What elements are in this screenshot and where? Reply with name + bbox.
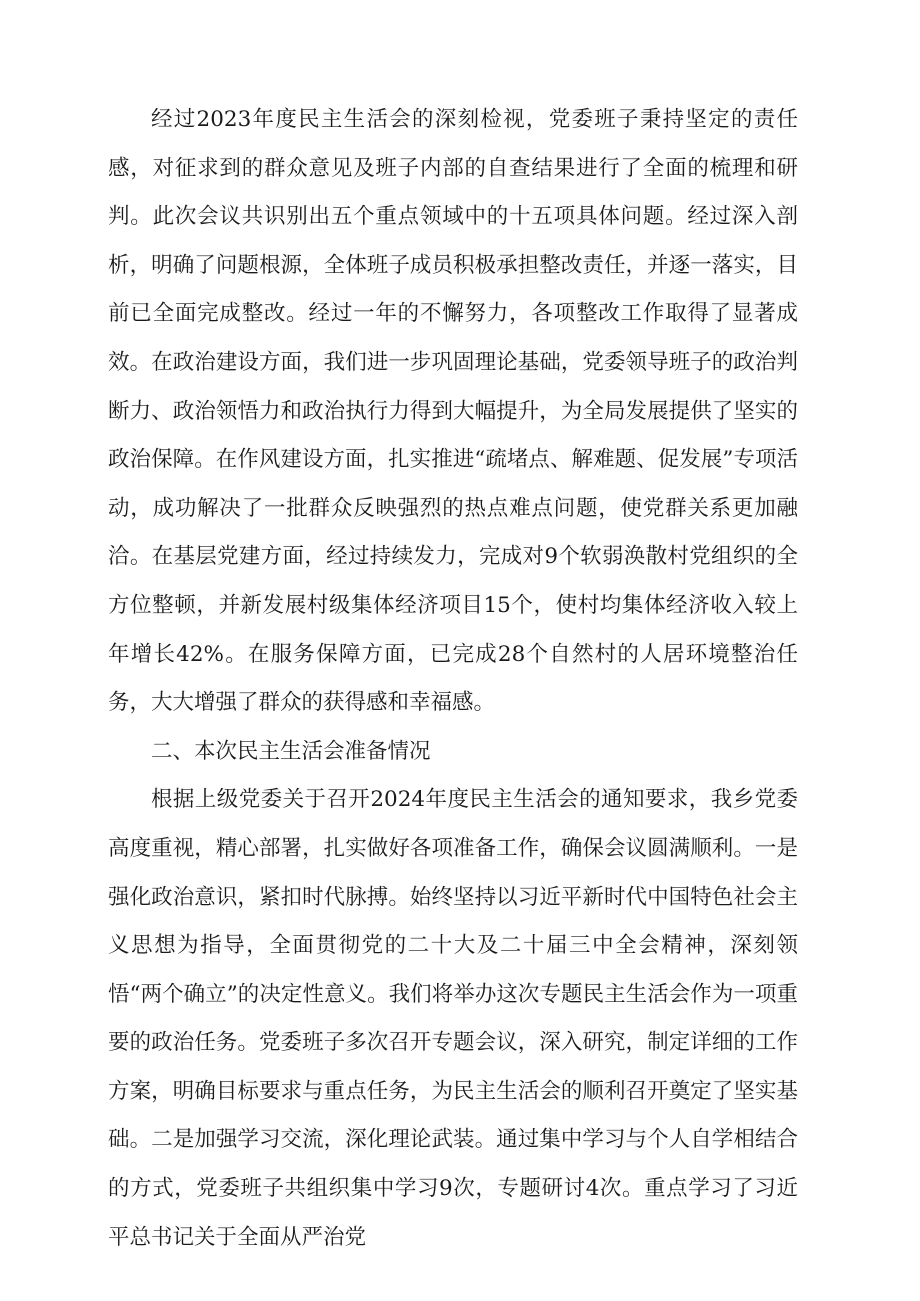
section-heading-preparation: 二、本次民主生活会准备情况 bbox=[151, 738, 431, 764]
paragraph-rectification-results: 经过2023年度民主生活会的深刻检视，党委班子秉持坚定的责任感，对征求到的群众意见及班子内部的自查结果进行了全面的梳理和研判。此次会议共识别出五个重点领域中的十五项具体问题。经过深入剖析，明确了问题根源，全体班子成员积极承担整改责任，并逐一落实，目前已全面完成整改。经过一年的不懈努力，各项整改工作取得了显著成效。在政治建设方面，我们进一步巩固理论基础，党委领导班子的政治判断力、政治领悟力和政治执行力得到大幅提升，为全局发展提供了坚实的政治保障。在作风建设方面，扎实推进“疏堵点、解难题、促发展”专项活动，成功解决了一批群众反映强烈的热点难点问题，使党群关系更加融洽。在基层党建方面，经过持续发力，完成对9个软弱涣散村党组织的全方位整顿，并新发展村级集体经济项目15个，使村均集体经济收入较上年增长42%。在服务保障方面，已完成28个自然村的人居环境整治任务，大大增强了群众的获得感和幸福感。 bbox=[108, 107, 798, 716]
document-body bbox=[108, 96, 798, 1262]
paragraph-preparation: 根据上级党委关于召开2024年度民主生活会的通知要求，我乡党委高度重视，精心部署，扎实做好各项准备工作，确保会议圆满顺利。一是强化政治意识，紧扣时代脉搏。始终坚持以习近平新时代中国特色社会主义思想为指导，全面贯彻党的二十大及二十届三中全会精神，深刻领悟“两个确立”的决定性意义。我们将举办这次专题民主生活会作为一项重要的政治任务。党委班子多次召开专题会议，深入研究，制定详细的工作方案，明确目标要求与重点任务，为民主生活会的顺利召开奠定了坚实基础。二是加强学习交流，深化理论武装。通过集中学习与个人自学相结合的方式，党委班子共组织集中学习9次，专题研讨4次。重点学习了习近平总书记关于全面从严治党 bbox=[108, 787, 798, 1250]
